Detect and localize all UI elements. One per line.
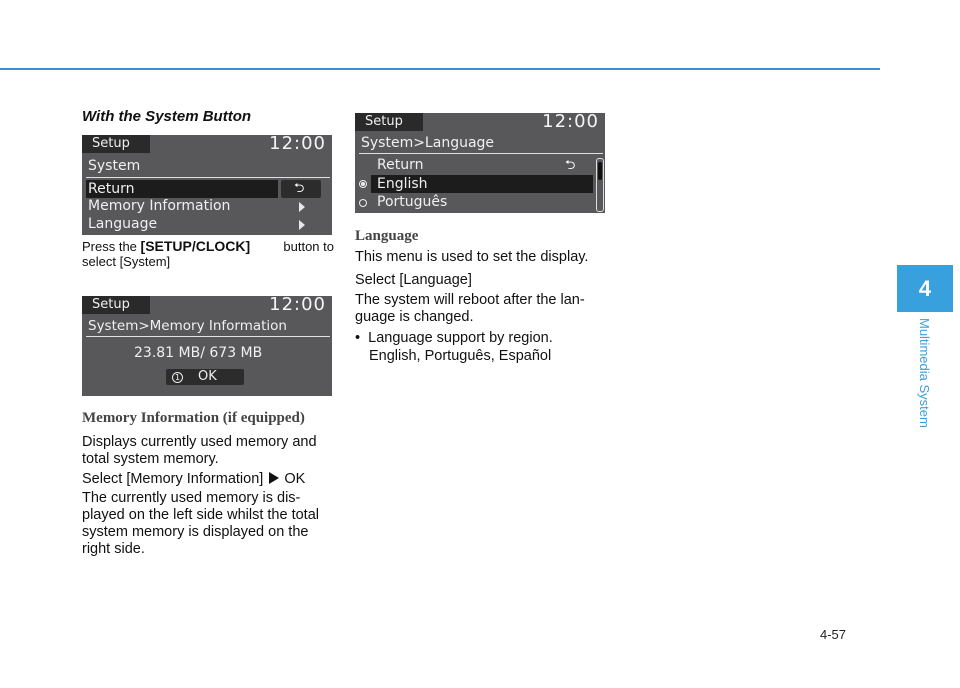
top-rule [0,68,880,70]
screen-title: System>Language [361,135,495,151]
clock: 12:00 [542,113,599,132]
setup-label: Setup [355,113,423,131]
memory-heading: Memory Information (if equipped) [82,410,305,426]
title-divider [359,153,603,154]
menu-item-return[interactable]: Return [86,180,278,198]
chapter-number: 4 [918,275,932,301]
language-list: English, Português, Español [369,348,552,364]
title-divider [86,336,330,337]
scrollbar[interactable] [596,158,604,212]
title-divider [86,177,330,178]
screen-title: System>Memory Information [88,318,287,334]
setup-label: Setup [82,296,150,314]
language-support-bullet: • Language support by region. [355,330,553,346]
page-number: 4-57 [820,627,847,642]
ok-button[interactable]: 1 OK [166,369,244,385]
return-button[interactable] [281,180,321,198]
screen-language [355,113,605,213]
setup-clock-button-label: [SETUP/CLOCK] [140,238,251,254]
language-heading: Language [355,228,419,244]
bullet-icon: • [355,330,361,346]
clock: 12:00 [269,135,326,154]
back-arrow-icon: ⮌ [294,181,305,196]
radio-selected-icon[interactable] [359,180,367,188]
screen-system-menu [82,135,332,235]
language-select-instruction: Select [Language] [355,272,472,288]
menu-item-portugues[interactable]: Português [377,194,448,210]
radio-unselected-icon[interactable] [359,199,367,207]
scrollbar-thumb[interactable] [598,162,602,180]
clock: 12:00 [269,296,326,315]
screen-memory-information [82,296,332,396]
chapter-title: Multimedia System [917,318,932,428]
chapter-tab [897,265,953,312]
language-reboot-note: The system will reboot after the lan- guage is changed. [355,292,585,325]
language-description: This menu is used to set the display. [355,249,589,265]
chevron-right-icon [299,202,305,212]
back-arrow-icon: ⮌ [565,158,576,173]
menu-item-return[interactable]: Return [377,157,424,173]
menu-item-language[interactable]: Language [88,216,158,232]
chevron-right-icon [299,220,305,230]
memory-usage: 23.81 MB/ 673 MB [134,345,263,361]
caption-setup: Press the [SETUP/CLOCK] button to select [System] [82,238,334,269]
screen-title: System [88,158,141,174]
section-heading: With the System Button [82,108,252,125]
memory-explanation: The currently used memory is dis- played on the left side whilst the total system memory is displayed on the right side. [82,490,319,557]
arrow-right-icon [269,472,279,484]
menu-item-english[interactable]: English [371,175,593,193]
memory-select-instruction: Select [Memory Information] OK [82,471,306,487]
chapter-label [912,318,936,438]
memory-description: Displays currently used memory and total system memory. [82,434,317,467]
menu-item-memory-information[interactable]: Memory Information [88,198,231,214]
setup-label: Setup [82,135,150,153]
info-icon: 1 [172,372,183,383]
